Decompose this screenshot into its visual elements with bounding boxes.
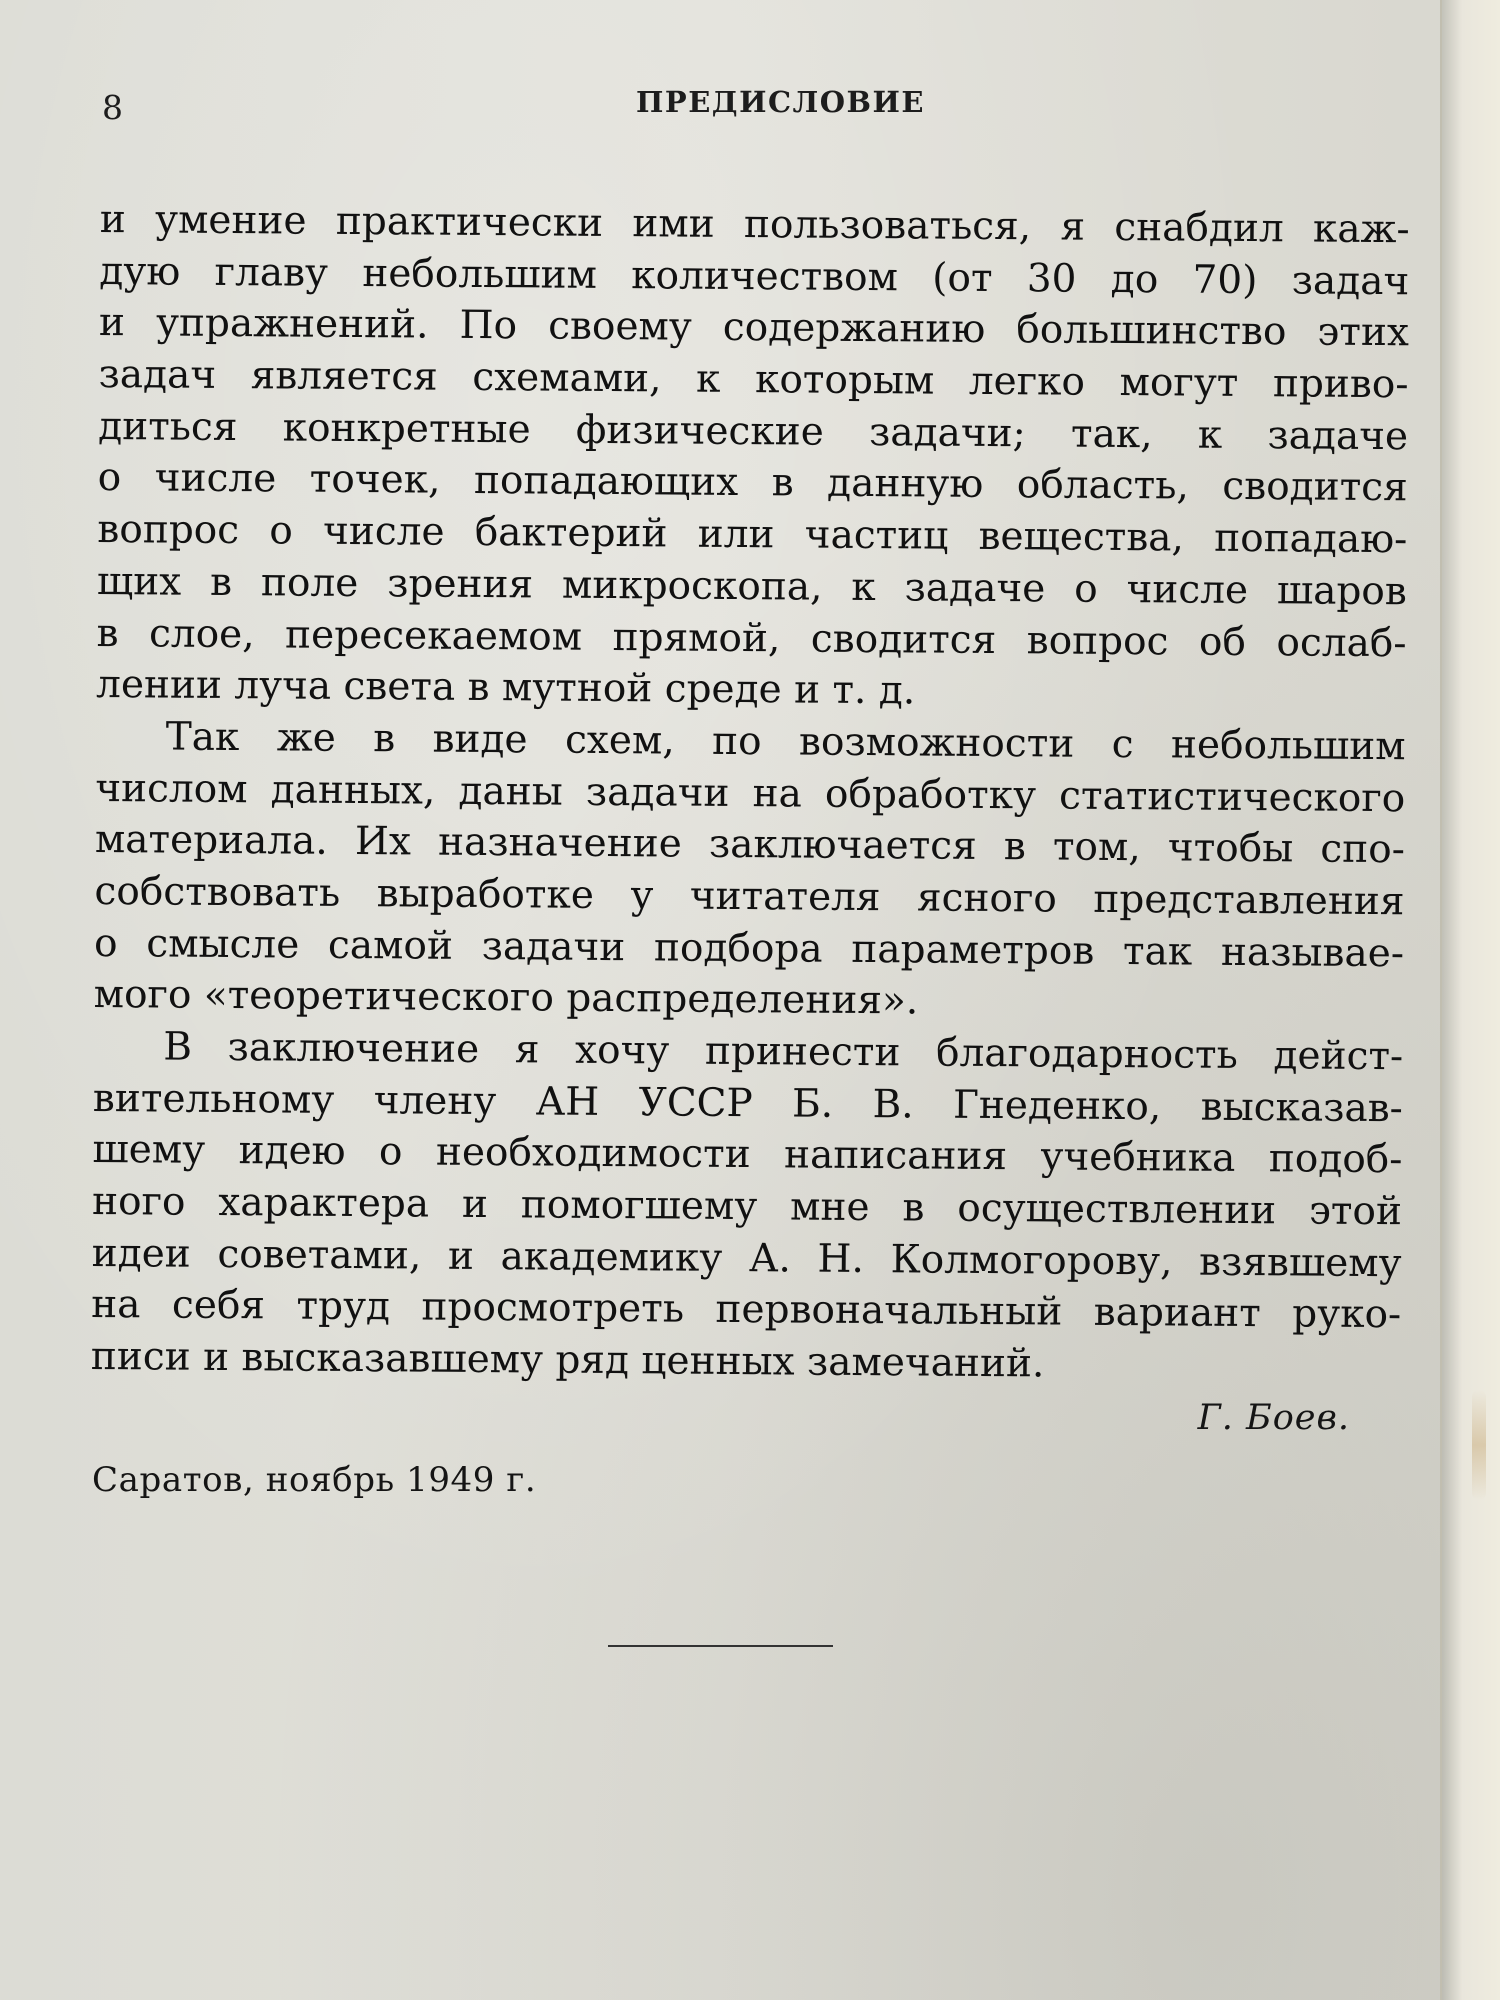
word: пересекаемом [284,611,583,660]
word: ного [91,1179,186,1225]
word: Так [165,714,240,760]
word: называе- [1220,929,1405,976]
word: характера [218,1180,430,1227]
word: материала. [94,817,328,865]
word: и [447,1233,475,1279]
word: сводится [810,616,997,663]
word: помогшему [520,1182,758,1230]
word: даны [458,768,563,815]
word: об [1198,619,1247,665]
word: дую [99,248,181,295]
word: Колмогорову, [890,1236,1173,1285]
word: снабдил [1114,204,1284,252]
word: приво- [1272,361,1409,408]
word: собствовать [94,868,341,916]
word: обработку [824,771,1037,818]
word: является [250,353,438,400]
word: параметров [851,926,1095,974]
word: 30 [1026,255,1077,302]
word: в [373,716,396,762]
word: заключение [227,1025,480,1073]
place-date: Саратов, ноябрь 1949 г. [92,1460,537,1500]
word: подбора [653,924,823,972]
word: каж- [1312,206,1410,253]
word: могут [1119,360,1239,407]
word: о [93,920,118,966]
word: читателя [689,873,881,921]
word: учебника [1040,1134,1236,1182]
word: попадающих [473,458,739,506]
page-number: 8 [102,88,123,127]
word: высказав- [1200,1084,1404,1131]
word: принести [704,1028,901,1076]
word: написания [783,1132,1008,1180]
word: количеством [631,252,899,300]
word: осуществлении [957,1185,1277,1234]
word: В. [872,1081,914,1128]
end-rule [608,1645,833,1647]
word: задач [98,352,217,398]
word: числе [154,455,277,502]
word: вариант [1093,1290,1261,1337]
word: Их [354,819,412,865]
word: и [461,1181,489,1228]
word: благодарность [935,1030,1239,1078]
word: своему [547,303,692,351]
word: до [1110,256,1159,303]
word: задачи; [868,409,1026,457]
word: слое, [148,610,255,657]
word: о [378,1129,403,1175]
word: главу [214,249,329,296]
word: бактерий [474,510,668,557]
word: числе [1126,566,1249,613]
word: по [711,718,762,765]
word: ясного [916,875,1058,922]
word: в [96,610,119,656]
word: же [276,715,336,761]
word: задачи [481,923,626,970]
word: вительному [92,1075,335,1123]
paragraph-end-line: мого «теоретического распределения». [93,972,919,1024]
word: поле [260,560,359,606]
word: зрения [387,561,534,608]
word: вещества, [978,514,1185,561]
word: к [851,564,876,610]
word: дейст- [1273,1033,1404,1080]
word: упражнений. [155,300,429,348]
word: задаче [1267,412,1409,460]
word: ослаб- [1276,619,1407,666]
word: идеи [91,1230,191,1277]
paper-stain [1472,1390,1486,1500]
word: ими [632,201,715,247]
word: я [514,1027,540,1073]
word: конкретные [282,405,531,453]
paragraph-end-line: писи и высказавшему ряд ценных замечаний. [90,1334,1045,1387]
word: к [695,356,721,402]
word: данных, [270,766,436,814]
word: необходимости [435,1130,751,1178]
word: с [1111,721,1134,768]
word: представления [1093,876,1405,925]
word: самой [327,922,454,969]
word: спо- [1320,826,1406,873]
word: виде [432,716,528,763]
word: руко- [1292,1291,1402,1338]
word: на [752,770,803,817]
word: диться [97,403,238,450]
word: небольшим [362,250,598,298]
word: УССР [638,1079,753,1126]
word: себя [171,1283,266,1329]
word: труд [296,1284,391,1330]
word: Б. [791,1081,834,1127]
word: легко [968,358,1086,405]
word: физические [575,407,824,455]
word: задаче [904,565,1046,612]
word: так, [1070,411,1153,458]
word: я [1060,204,1086,250]
word: том, [1052,824,1141,871]
word: щих [96,558,182,605]
word: шаров [1276,568,1408,615]
word: задачи [585,769,730,816]
word: содержанию [722,305,986,353]
word: 70) [1192,257,1258,303]
word: у [630,873,654,919]
word: члену [373,1077,497,1124]
preface-body [91,194,1410,1393]
word: выработке [376,871,595,918]
word: точек, [309,457,441,504]
word: смысле [146,921,300,968]
author-signature: Г. Боев. [1197,1398,1350,1438]
word: в [771,460,794,506]
next-page-edge [1440,0,1500,2000]
word: задач [1291,258,1410,304]
word: данную [826,461,984,508]
word: о [269,508,293,554]
word: так [1122,928,1193,975]
word: первоначальный [715,1287,1063,1336]
word: заключается [708,822,977,870]
word: статистического [1058,773,1406,821]
paragraph-end-line: лении луча света в мутной среде и т. д. [95,662,916,714]
word: (от [932,255,993,301]
word: этих [1317,309,1410,356]
word: на [91,1282,141,1328]
word: АН [535,1079,600,1125]
word: шему [92,1127,206,1174]
word: мне [789,1184,870,1231]
word: в [1003,824,1026,870]
word: Н. [817,1236,865,1282]
word: схемами, [472,354,662,402]
word: схем, [564,717,675,764]
word: или [697,511,775,558]
word: практически [335,198,604,246]
word: в [902,1185,925,1231]
word: академику [500,1233,723,1281]
word: просмотреть [421,1284,685,1333]
word: в [209,559,233,605]
running-head: ПРЕДИСЛОВИЕ [636,85,925,119]
word: о [1074,566,1098,612]
word: этой [1308,1188,1403,1235]
word: умение [154,197,307,244]
word: попадаю- [1214,515,1408,563]
word: вопрос [1026,617,1169,664]
word: В [163,1024,193,1070]
word: идею [238,1128,346,1175]
word: чтобы [1167,825,1294,872]
word: частиц [804,512,949,559]
word: подоб- [1268,1136,1403,1183]
word: к [1197,412,1223,458]
word: и [98,300,126,346]
word: микроскопа, [561,562,823,610]
word: и [99,196,126,243]
word: небольшим [1170,722,1406,770]
word: По [459,303,518,349]
text-line [91,1228,1401,1290]
word: советами, [217,1231,422,1279]
word: числе [322,508,445,555]
word: область, [1016,462,1190,509]
word: числом [95,765,248,812]
word: вопрос [97,507,240,554]
word: большинство [1016,307,1287,355]
text-line [98,401,1408,463]
word: возможности [798,719,1075,767]
word: пользоваться, [743,202,1032,250]
word: которым [754,357,935,404]
word: Гнеденко, [952,1082,1162,1130]
word: назначение [437,819,682,867]
word: о [97,455,122,501]
word: взявшему [1198,1239,1402,1287]
word: А. [748,1235,792,1282]
word: прямой, [612,614,781,661]
word: сводится [1222,464,1408,511]
word: хочу [574,1027,670,1074]
